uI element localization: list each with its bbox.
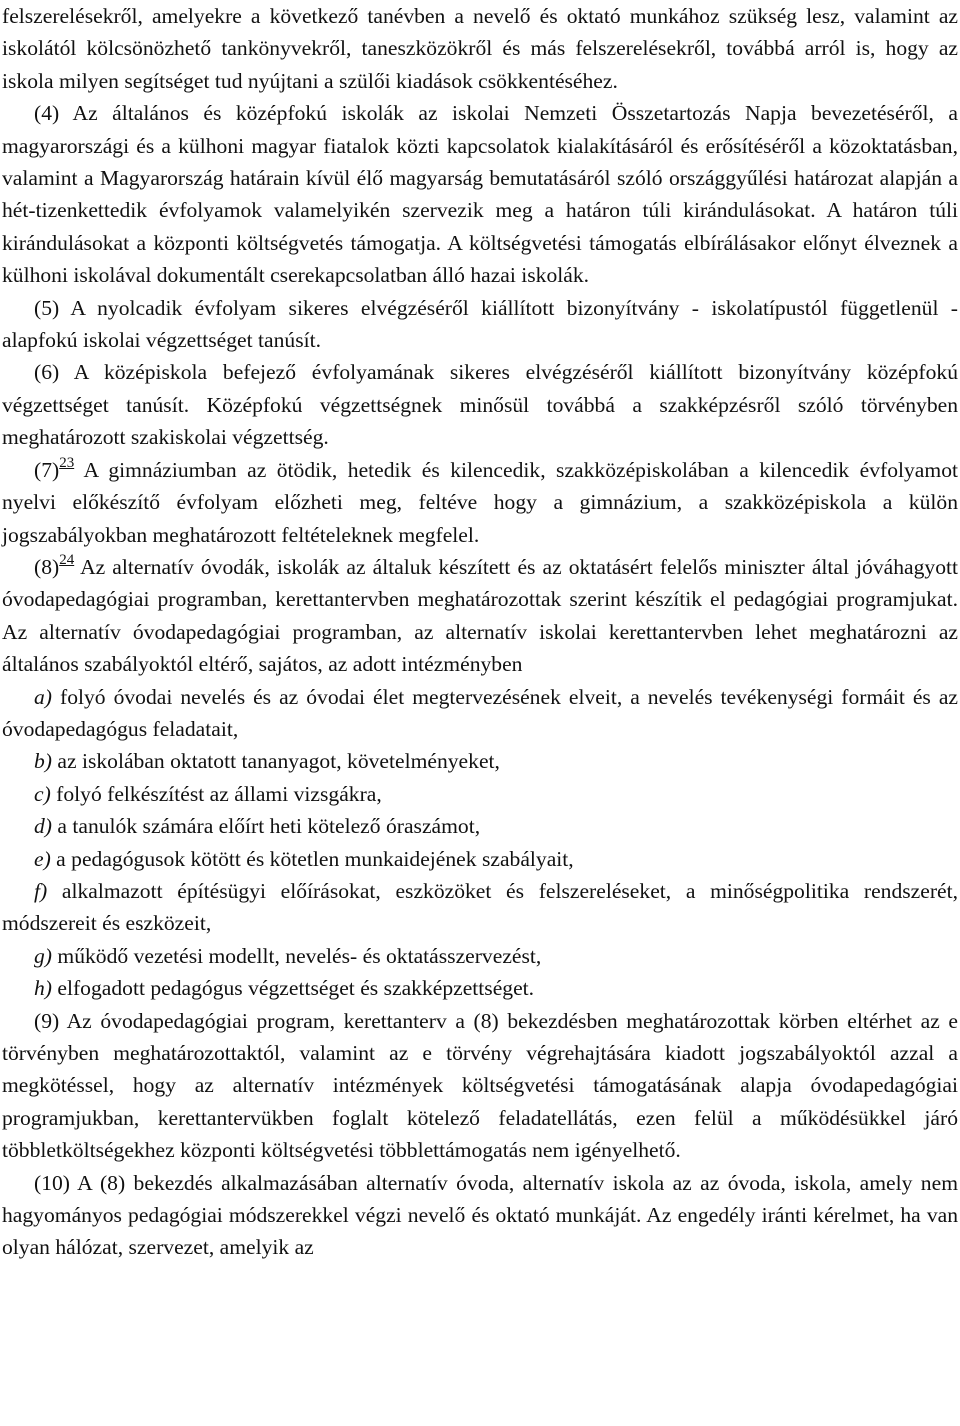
list-item-c — [2, 778, 958, 810]
paragraph-8-number: (8) — [34, 554, 60, 579]
list-item-label: h) — [34, 976, 52, 1001]
paragraph-7-number: (7) — [34, 457, 60, 482]
paragraph-8 — [2, 551, 958, 681]
paragraph-6: (6) A középiskola befejező évfolyamának sikeres elvégzéséről kiállított bizonyítvány középfokú végzettséget tanúsít. Középfokú végzettségnek minősül továbbá a szakképzésről szóló törvényben meghatározott szakiskolai végzettség. — [2, 360, 958, 450]
list-item-label: d) — [34, 814, 52, 839]
list-item-text: a tanulók számára előírt heti kötelező óraszámot, — [52, 814, 481, 839]
continued-paragraph: felszerelésekről, amelyekre a következő tanévben a nevelő és oktató munkához szükség lesz, valamint az iskolától kölcsönözhető tankönyvekről, taneszközökről és más felszerelésekről, továbbá arról is, hogy az iskola milyen segítséget tud nyújtani a szülői kiadások csökkentéséhez. — [2, 4, 958, 93]
list-item-text: folyó felkészítést az állami vizsgákra, — [50, 781, 382, 806]
list-item-text: az iskolában oktatott tananyagot, követelményeket, — [52, 749, 500, 774]
footnote-ref-23[interactable]: 23 — [59, 454, 75, 471]
paragraph-8-text: Az alternatív óvodák, iskolák az általuk készített és az oktatásért felelős miniszter által jóváhagyott óvodapedagógiai programban, kerettantervben meghatározottak szerint készítik el pedagógiai programjukat. Az alternatív óvodapedagógiai programban, az alternatív iskolai kerettantervben lehet meghatározni az általános szabályoktól eltérő, sajátos, az adott intézményben — [2, 554, 958, 677]
list-item-text: működő vezetési modellt, nevelés- és oktatásszervezést, — [52, 943, 542, 968]
document-page — [2, 0, 958, 1264]
paragraph-7 — [2, 454, 958, 551]
list-item-label: g) — [34, 943, 52, 968]
list-item-d — [2, 810, 958, 842]
list-item-label: a) — [34, 684, 52, 709]
paragraph-4: (4) Az általános és középfokú iskolák az iskolai Nemzeti Összetartozás Napja bevezetéséről, a magyarországi és a külhoni magyar fiatalok közti kapcsolatok kialakításáról és erősítéséről a közoktatásban, valamint a Magyarország határain kívül élő magyarság bemutatásáról szóló országgyűlési határozat alapján a hét-tizenkettedik évfolyamok valamelyikén szervezik meg a határon túli kirándulásokat. A határon túli kirándulásokat a központi költségvetés támogatja. A költségvetési támogatás elbírálásakor előnyt élveznek a külhoni iskolával dokumentált cserekapcsolatban álló hazai iskolák. — [2, 101, 958, 288]
paragraph-5: (5) A nyolcadik évfolyam sikeres elvégzéséről kiállított bizonyítvány - iskolatípustól függetlenül - alapfokú iskolai végzettséget tanúsít. — [2, 295, 958, 353]
list-item-text: folyó óvodai nevelés és az óvodai élet megtervezésének elveit, a nevelés tevékenységi formáit és az óvodapedagógus feladatait, — [2, 684, 958, 741]
list-item-text: elfogadott pedagógus végzettséget és szakképzettséget. — [52, 976, 535, 1001]
paragraph-10: (10) A (8) bekezdés alkalmazásában alternatív óvoda, alternatív iskola az az óvoda, iskola, amely nem hagyományos pedagógiai módszerekkel végzi nevelő és oktató munkáját. Az engedély iránti kérelmet, ha van olyan hálózat, szervezet, amelyik az — [2, 1170, 958, 1260]
list-item-text: alkalmazott építésügyi előírásokat, eszközöket és felszereléseket, a minőségpolitika rendszerét, módszereit és eszközeit, — [2, 878, 958, 936]
list-item-label: f) — [34, 878, 48, 903]
list-item-g — [2, 940, 958, 972]
footnote-ref-24[interactable]: 24 — [59, 551, 75, 568]
list-item-e — [2, 843, 958, 875]
list-item-a — [2, 681, 958, 746]
list-item-label: e) — [34, 846, 51, 871]
list-item-label: c) — [34, 781, 51, 806]
paragraph-7-text: A gimnáziumban az ötödik, hetedik és kilencedik, szakközépiskolában a kilencedik évfolyamot nyelvi előkészítő évfolyam előzheti meg, feltéve hogy a gimnázium, a szakközépiskola a külön jogszabályokban meghatározott feltételeknek megfelel. — [2, 457, 958, 547]
list-item-b — [2, 745, 958, 777]
list-item-text: a pedagógusok kötött és kötetlen munkaidejének szabályait, — [50, 846, 574, 871]
list-item-label: b) — [34, 749, 52, 774]
list-item-f — [2, 875, 958, 940]
list-item-h — [2, 972, 958, 1004]
paragraph-9: (9) Az óvodapedagógiai program, kerettanterv a (8) bekezdésben meghatározottak körben eltérhet az e törvényben meghatározottaktól, valamint az e törvény végrehajtására kiadott jogszabályoktól azzal a megkötéssel, hogy az alternatív intézmények költségvetési támogatásának alapja óvodapedagógiai programjukban, kerettantervükben foglalt kötelező feladatellátás, ezen felül a működésükkel járó többletköltségekhez központi költségvetési többlettámogatás nem igényelhető. — [2, 1008, 958, 1163]
